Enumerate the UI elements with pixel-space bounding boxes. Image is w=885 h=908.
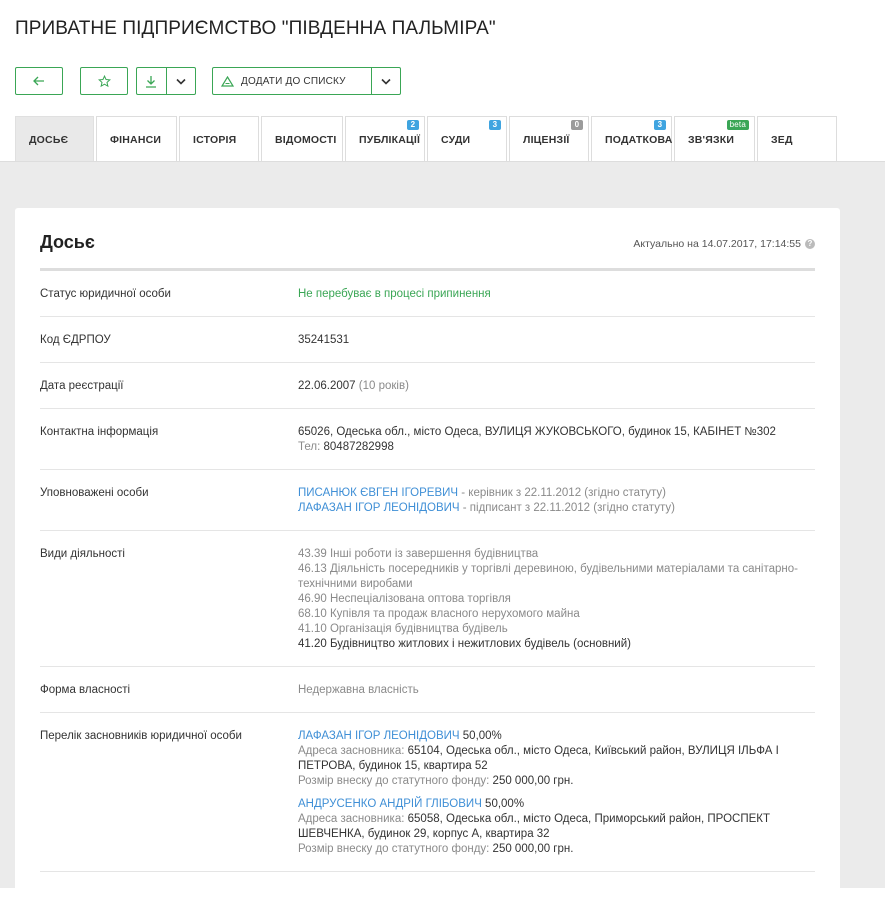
arrow-left-icon (33, 76, 45, 86)
add-to-list-label: ДОДАТИ ДО СПИСКУ (241, 75, 346, 87)
licenses-count-badge: 0 (571, 120, 583, 130)
tab-dossier[interactable] (15, 116, 94, 162)
tab-label: ПОДАТКОВА (605, 133, 673, 146)
question-icon[interactable]: ? (805, 239, 815, 249)
row-contacts (40, 409, 815, 470)
page-header (0, 0, 885, 162)
updated-timestamp (633, 238, 815, 250)
founder-link[interactable]: АНДРУСЕНКО АНДРІЙ ГЛІБОВИЧ (298, 798, 482, 810)
chevron-down-icon (176, 78, 186, 85)
tab-label: ПУБЛІКАЦІЇ (359, 133, 421, 146)
field-label: Уповноважені особи (40, 487, 149, 499)
founder-address-label: Адреса засновника: (298, 745, 405, 757)
download-button[interactable] (137, 68, 167, 94)
updated-text: Актуально на 14.07.2017, 17:14:55 (633, 238, 801, 250)
tab-label: ІСТОРІЯ (193, 133, 237, 146)
founder-address-label: Адреса засновника: (298, 813, 405, 825)
tab-history[interactable] (179, 116, 259, 162)
edrpou-value: 35241531 (298, 334, 350, 346)
person-link[interactable]: ЛАФАЗАН ІГОР ЛЕОНІДОВИЧ (298, 502, 460, 514)
back-button[interactable] (15, 67, 63, 95)
founder-share: 50,00% (459, 730, 502, 742)
founder-link[interactable]: ЛАФАЗАН ІГОР ЛЕОНІДОВИЧ (298, 730, 460, 742)
row-authorized-persons (40, 470, 815, 531)
field-label: Види діяльності (40, 548, 125, 560)
tab-label: ЛІЦЕНЗІЇ (523, 133, 570, 146)
row-edrpou (40, 317, 815, 363)
person-role: - підписант з 22.11.2012 (згідно статуту) (459, 502, 675, 514)
tab-label: СУДИ (441, 133, 471, 146)
add-to-list-button[interactable] (213, 68, 372, 94)
founder-capital: 250 000,00 грн. (489, 843, 574, 855)
tax-count-badge: 3 (654, 120, 666, 130)
tab-label: ФІНАНСИ (110, 133, 162, 146)
publications-count-badge: 2 (407, 120, 419, 130)
chevron-down-icon (381, 78, 391, 85)
founder-address: 65058, Одеська обл., місто Одеса, Приморський район, ПРОСПЕКТ ШЕВЧЕНКА, будинок 29, корпус А, квартира 32 (298, 813, 770, 840)
registration-date-value: 22.06.2007 (298, 380, 356, 392)
download-button-group (136, 67, 196, 95)
add-to-list-button-group (212, 67, 401, 95)
field-label: Перелік засновників юридичної особи (40, 730, 242, 742)
tab-publications[interactable] (345, 116, 425, 162)
favorite-button[interactable] (80, 67, 128, 95)
activity-item: 46.13 Діяльність посередників у торгівлі деревиною, будівельними матеріалами та санітарно-технічними виробами (298, 563, 798, 590)
founder-share: 50,00% (481, 798, 525, 810)
company-title: ПРИВАТНЕ ПІДПРИЄМСТВО "ПІВДЕННА ПАЛЬМІРА" (15, 18, 496, 39)
tab-foreign-trade[interactable] (757, 116, 837, 162)
field-label: Форма власності (40, 684, 131, 696)
tab-label: ВІДОМОСТІ (275, 133, 337, 146)
activity-item-main: 41.20 Будівництво житлових і нежитлових будівель (основний) (298, 638, 631, 650)
field-label: Контактна інформація (40, 426, 159, 438)
field-label: Статус юридичної особи (40, 288, 171, 300)
ownership-value: Недержавна власність (298, 684, 419, 696)
beta-badge: beta (727, 120, 749, 130)
tab-records[interactable] (261, 116, 343, 162)
founder-capital-label: Розмір внеску до статутного фонду: (298, 775, 490, 787)
download-dropdown-button[interactable] (167, 68, 196, 94)
activity-item: 41.10 Організація будівництва будівель (298, 623, 508, 635)
tab-label: ДОСЬЄ (29, 133, 69, 146)
row-ownership (40, 667, 815, 713)
activity-item: 68.10 Купівля та продаж власного нерухомого майна (298, 608, 580, 620)
field-label: Дата реєстрації (40, 380, 124, 392)
company-age: (10 років) (358, 380, 409, 392)
phone-label: Тел: (298, 441, 321, 453)
contact-address: 65026, Одеська обл., місто Одеса, ВУЛИЦЯ ЖУКОВСЬКОГО, будинок 15, КАБІНЕТ №302 (298, 426, 776, 438)
person-link[interactable]: ПИСАНЮК ЄВГЕН ІГОРЕВИЧ (298, 487, 459, 499)
tab-courts[interactable] (427, 116, 507, 162)
tab-label: ЗВ'ЯЗКИ (688, 133, 735, 146)
row-founders (40, 713, 815, 872)
founder-capital: 250 000,00 грн. (489, 775, 574, 787)
download-icon (145, 75, 157, 88)
dossier-title: Досьє (40, 232, 95, 252)
tab-finance[interactable] (96, 116, 177, 162)
dossier-card (15, 208, 840, 908)
list-triangle-icon (221, 76, 234, 87)
activity-item: 46.90 Неспеціалізована оптова торгівля (298, 593, 511, 605)
courts-count-badge: 3 (489, 120, 501, 130)
row-activities (40, 531, 815, 667)
founder-capital-label: Розмір внеску до статутного фонду: (298, 843, 490, 855)
founder-entry (298, 729, 815, 789)
activity-item: 43.39 Інші роботи із завершення будівництва (298, 548, 539, 560)
star-icon (98, 75, 111, 88)
row-registration-date (40, 363, 815, 409)
row-status (40, 271, 815, 317)
phone-value: 80487282998 (323, 441, 394, 453)
tab-label: ЗЕД (771, 133, 793, 146)
tab-tax[interactable] (591, 116, 672, 162)
status-value: Не перебуває в процесі припинення (298, 288, 491, 300)
field-label: Код ЄДРПОУ (40, 334, 111, 346)
founder-address: 65104, Одеська обл., місто Одеса, Київський район, ВУЛИЦЯ ІЛЬФА І ПЕТРОВА, будинок 15, квартира 52 (298, 745, 779, 772)
tab-licenses[interactable] (509, 116, 589, 162)
add-to-list-dropdown-button[interactable] (372, 68, 400, 94)
person-role: - керівник з 22.11.2012 (згідно статуту) (458, 487, 666, 499)
dossier-table (40, 271, 815, 872)
founder-entry (298, 797, 815, 857)
tab-relations[interactable] (674, 116, 755, 162)
